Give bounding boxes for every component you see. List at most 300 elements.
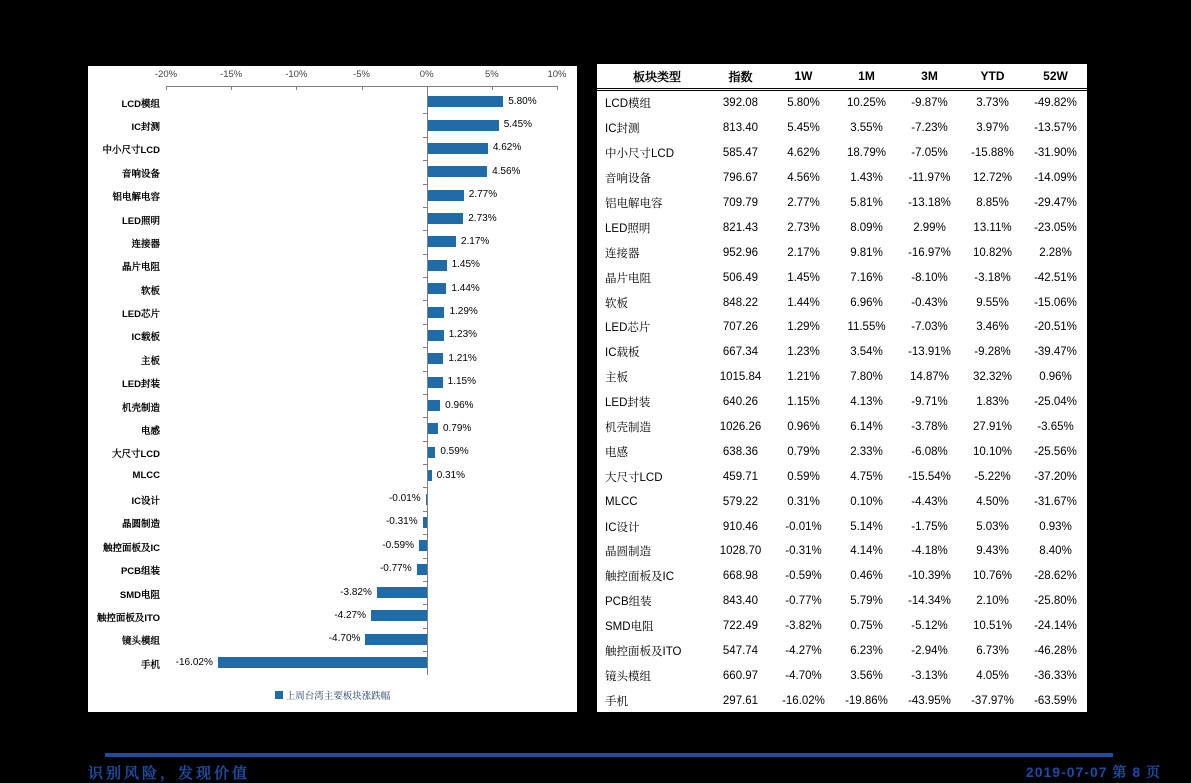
- value-cell: 506.49: [722, 271, 759, 284]
- sector-name-cell: 音响设备: [605, 173, 651, 186]
- sector-name-cell: LED芯片: [605, 322, 651, 335]
- zero-axis-tick: [423, 558, 427, 559]
- table-row: [597, 688, 1087, 714]
- sector-name-cell: 触控面板及ITO: [605, 646, 682, 659]
- value-cell: 1.29%: [787, 321, 820, 334]
- value-cell: 1.83%: [976, 396, 1009, 409]
- sector-name-cell: LED照明: [605, 222, 651, 235]
- value-cell: 4.75%: [850, 470, 883, 483]
- bar-value-label: 2.17%: [460, 235, 490, 247]
- zero-axis-tick: [423, 651, 427, 652]
- category-label: PCB组装: [120, 566, 160, 578]
- value-cell: 10.76%: [972, 570, 1012, 583]
- value-cell: -4.43%: [911, 495, 948, 508]
- value-cell: 14.87%: [909, 371, 949, 384]
- bar: [428, 447, 436, 458]
- zero-axis-tick: [423, 230, 427, 231]
- zero-axis-tick: [423, 347, 427, 348]
- bar: [428, 166, 487, 177]
- value-cell: -6.08%: [911, 445, 948, 458]
- zero-axis-tick: [423, 160, 427, 161]
- value-cell: 640.26: [722, 396, 759, 409]
- table-row: [597, 340, 1087, 365]
- zero-axis-tick: [423, 628, 427, 629]
- category-label: LED照明: [121, 215, 160, 227]
- category-label: 手机: [140, 659, 160, 671]
- bar-value-label: 2.77%: [468, 189, 498, 201]
- bar-value-label: 4.62%: [492, 142, 522, 154]
- value-cell: -63.59%: [1034, 694, 1077, 707]
- value-cell: -0.77%: [785, 595, 822, 608]
- table-row: [597, 265, 1087, 290]
- value-cell: -31.90%: [1034, 147, 1077, 160]
- bar: [423, 517, 427, 528]
- x-tick-label: -5%: [353, 69, 370, 80]
- value-cell: -28.62%: [1034, 570, 1077, 583]
- value-cell: -49.82%: [1034, 97, 1077, 110]
- value-cell: 4.13%: [850, 396, 883, 409]
- table-header: [597, 63, 1087, 90]
- value-cell: -37.97%: [971, 694, 1014, 707]
- value-cell: 707.26: [722, 321, 759, 334]
- value-cell: -29.47%: [1034, 197, 1077, 209]
- x-tick-label: -20%: [154, 69, 178, 80]
- x-tick-label: 0%: [419, 69, 434, 80]
- x-axis-tick: [492, 86, 493, 90]
- value-cell: 2.99%: [913, 221, 946, 234]
- value-cell: -13.91%: [908, 346, 951, 359]
- column-header: 板块类型: [597, 63, 709, 90]
- value-cell: 3.56%: [850, 669, 883, 682]
- sector-name-cell: SMD电阻: [605, 621, 654, 634]
- table-row: [597, 290, 1087, 315]
- bar-value-label: 1.21%: [448, 352, 477, 364]
- value-cell: 0.96%: [1039, 371, 1072, 384]
- value-cell: -2.94%: [911, 645, 948, 658]
- value-cell: 1028.70: [719, 545, 762, 558]
- value-cell: 10.82%: [972, 246, 1012, 259]
- value-cell: 0.75%: [850, 620, 883, 633]
- category-label: 机壳制造: [121, 402, 160, 414]
- bar-value-label: 1.44%: [451, 282, 480, 294]
- column-header: YTD: [961, 63, 1024, 90]
- value-cell: 843.40: [722, 595, 759, 608]
- zero-axis-tick: [423, 277, 427, 278]
- zero-axis-tick: [423, 394, 427, 395]
- value-cell: -9.28%: [974, 346, 1011, 359]
- sector-name-cell: 触控面板及IC: [605, 571, 674, 584]
- value-cell: 9.81%: [850, 246, 883, 259]
- value-cell: 0.79%: [787, 445, 820, 458]
- table-row: [597, 439, 1087, 464]
- x-axis-tick: [231, 86, 232, 90]
- bar: [218, 657, 427, 668]
- bar: [428, 470, 432, 481]
- bar-value-label: -3.82%: [340, 586, 372, 598]
- bar-value-label: 0.79%: [442, 422, 472, 434]
- value-cell: -24.14%: [1034, 620, 1077, 633]
- value-cell: 1.45%: [787, 271, 820, 284]
- bar: [417, 564, 427, 575]
- zero-axis-tick: [423, 371, 427, 372]
- category-label: 铝电解电容: [112, 192, 160, 204]
- table-row: [597, 614, 1087, 639]
- data-table: [597, 62, 1087, 715]
- bar-value-label: 4.56%: [492, 165, 521, 177]
- category-label: 镜头模组: [121, 636, 160, 648]
- footer-date-page: 2019-07-07 第 8 页: [1025, 764, 1161, 780]
- value-cell: -36.33%: [1034, 669, 1077, 682]
- value-cell: 392.08: [722, 97, 759, 110]
- value-cell: 32.32%: [972, 371, 1012, 384]
- x-axis-tick: [362, 86, 363, 90]
- value-cell: 667.34: [722, 346, 759, 359]
- value-cell: 585.47: [722, 147, 759, 160]
- value-cell: 4.56%: [787, 172, 820, 185]
- value-cell: 4.62%: [787, 147, 820, 160]
- value-cell: -3.18%: [974, 271, 1011, 284]
- value-cell: 3.73%: [976, 97, 1009, 110]
- category-label: 连接器: [131, 238, 160, 250]
- value-cell: -0.43%: [911, 296, 948, 309]
- value-cell: 6.14%: [850, 421, 883, 434]
- zero-axis-tick: [423, 184, 427, 185]
- value-cell: -4.18%: [911, 545, 948, 558]
- value-cell: 3.97%: [976, 122, 1009, 135]
- value-cell: 0.46%: [850, 570, 883, 583]
- value-cell: 579.22: [722, 495, 759, 508]
- table-row: [597, 390, 1087, 415]
- value-cell: -42.51%: [1034, 271, 1077, 284]
- value-cell: 8.09%: [850, 221, 883, 234]
- value-cell: -23.05%: [1034, 221, 1077, 234]
- value-cell: -31.67%: [1034, 495, 1077, 508]
- value-cell: 668.98: [722, 570, 759, 583]
- category-label: 晶圆制造: [121, 519, 160, 531]
- table-row: [597, 365, 1087, 390]
- value-cell: 9.43%: [976, 545, 1009, 558]
- bar-value-label: 0.96%: [445, 399, 474, 411]
- table-body: [597, 90, 1087, 715]
- bar-value-label: 1.29%: [449, 306, 478, 318]
- category-label: LED芯片: [121, 309, 160, 321]
- bar: [428, 283, 447, 294]
- value-cell: 1.23%: [787, 346, 820, 359]
- bar: [428, 307, 445, 318]
- zero-axis-tick: [423, 300, 427, 301]
- sector-change-bar-chart: [88, 66, 577, 712]
- zero-axis-tick: [423, 487, 427, 488]
- sector-name-cell: 镜头模组: [605, 670, 651, 683]
- value-cell: 6.23%: [850, 645, 883, 658]
- value-cell: -5.12%: [911, 620, 948, 633]
- zero-axis-tick: [423, 137, 427, 138]
- value-cell: 297.61: [722, 694, 759, 707]
- bar-value-label: 5.80%: [508, 95, 537, 107]
- footer-divider: [105, 753, 1113, 757]
- value-cell: 3.46%: [976, 321, 1009, 334]
- value-cell: 4.05%: [976, 669, 1009, 682]
- x-tick-label: -15%: [220, 69, 243, 80]
- value-cell: 910.46: [722, 520, 759, 533]
- value-cell: -11.97%: [908, 172, 951, 185]
- bar: [428, 213, 464, 224]
- x-axis-tick: [166, 86, 167, 90]
- bar-value-label: -0.31%: [385, 516, 418, 528]
- value-cell: 0.96%: [787, 421, 820, 434]
- value-cell: 0.93%: [1039, 520, 1072, 533]
- bar: [428, 96, 504, 107]
- value-cell: 0.59%: [787, 470, 820, 483]
- sector-name-cell: 大尺寸LCD: [605, 471, 663, 484]
- value-cell: 2.28%: [1039, 246, 1072, 259]
- table-row: [597, 639, 1087, 664]
- value-cell: 1.44%: [787, 296, 820, 309]
- value-cell: 1015.84: [719, 371, 762, 384]
- bar-value-label: 1.23%: [448, 329, 478, 341]
- value-cell: 4.14%: [850, 545, 883, 558]
- x-tick-label: -10%: [285, 69, 308, 80]
- zero-axis-tick: [423, 464, 427, 465]
- value-cell: 3.54%: [850, 346, 883, 359]
- value-cell: -0.31%: [785, 545, 822, 558]
- table-row: [597, 215, 1087, 240]
- bar-value-label: -0.77%: [379, 563, 412, 575]
- table-row: [597, 415, 1087, 440]
- x-axis-tick: [557, 86, 558, 90]
- table-row: [597, 240, 1087, 265]
- bar: [428, 236, 456, 247]
- value-cell: 1.21%: [787, 371, 820, 384]
- bar-value-label: -4.27%: [334, 609, 366, 621]
- category-label: SMD电阻: [119, 589, 160, 601]
- value-cell: 660.97: [722, 669, 759, 682]
- value-cell: 796.67: [722, 172, 759, 185]
- bar-value-label: 1.15%: [447, 376, 476, 388]
- category-label: IC设计: [131, 496, 160, 508]
- value-cell: -46.28%: [1034, 645, 1077, 658]
- sector-name-cell: 连接器: [605, 247, 640, 260]
- value-cell: -4.27%: [785, 645, 822, 658]
- value-cell: 11.55%: [847, 321, 886, 334]
- column-header: 52W: [1024, 63, 1087, 90]
- value-cell: -25.04%: [1034, 396, 1077, 409]
- bar-value-label: 0.59%: [440, 446, 469, 458]
- bar: [428, 330, 444, 341]
- table-row: [597, 663, 1087, 688]
- table-row: [597, 90, 1087, 116]
- sector-name-cell: 晶片电阻: [605, 272, 651, 285]
- value-cell: 821.43: [722, 221, 759, 234]
- bar: [428, 143, 488, 154]
- sector-name-cell: 中小尺寸LCD: [605, 148, 675, 161]
- value-cell: 8.40%: [1039, 545, 1072, 558]
- value-cell: 2.17%: [787, 246, 820, 259]
- zero-axis-tick: [423, 581, 427, 582]
- value-cell: 848.22: [722, 296, 759, 309]
- category-label: 触控面板及ITO: [96, 612, 160, 624]
- value-cell: -39.47%: [1034, 346, 1077, 359]
- value-cell: 5.14%: [850, 520, 883, 533]
- column-header: 1W: [772, 63, 835, 90]
- x-axis-tick: [296, 86, 297, 90]
- category-label: 软板: [140, 285, 160, 297]
- sector-name-cell: IC封测: [605, 123, 640, 136]
- value-cell: 459.71: [722, 470, 759, 483]
- category-label: 大尺寸LCD: [111, 449, 160, 461]
- value-cell: -1.75%: [911, 520, 948, 533]
- value-cell: 2.10%: [976, 595, 1009, 608]
- value-cell: -3.13%: [911, 669, 948, 682]
- bar: [428, 423, 438, 434]
- value-cell: -4.70%: [785, 669, 822, 682]
- zero-axis-tick: [423, 417, 427, 418]
- value-cell: 709.79: [722, 197, 759, 209]
- value-cell: -20.51%: [1034, 321, 1077, 334]
- value-cell: 5.80%: [787, 97, 820, 110]
- value-cell: -15.06%: [1034, 296, 1077, 309]
- value-cell: -7.23%: [911, 122, 948, 135]
- sector-name-cell: 手机: [605, 695, 628, 708]
- category-label: 电感: [140, 425, 160, 437]
- value-cell: -13.18%: [908, 197, 951, 209]
- sector-index-table: [597, 62, 1087, 712]
- sector-name-cell: 机壳制造: [605, 422, 651, 435]
- table-row: [597, 464, 1087, 489]
- table-row: [597, 564, 1087, 589]
- value-cell: 2.33%: [850, 445, 883, 458]
- column-header: 指数: [709, 63, 772, 90]
- table-row: [597, 514, 1087, 539]
- bar: [428, 190, 464, 201]
- column-header: 1M: [835, 63, 898, 90]
- table-row: [597, 141, 1087, 166]
- value-cell: -19.86%: [845, 694, 888, 707]
- table-row: [597, 489, 1087, 514]
- table-row: [597, 315, 1087, 340]
- bar-value-label: 2.73%: [468, 212, 497, 224]
- value-cell: 0.10%: [850, 495, 883, 508]
- legend-swatch-icon: [275, 691, 283, 699]
- table-row: [597, 116, 1087, 141]
- bar: [428, 377, 443, 388]
- sector-name-cell: 晶圆制造: [605, 546, 651, 559]
- value-cell: 5.03%: [976, 520, 1009, 533]
- bar-value-label: -0.01%: [388, 493, 421, 505]
- value-cell: 13.11%: [973, 221, 1012, 234]
- value-cell: 1.43%: [850, 172, 883, 185]
- zero-axis-tick: [423, 511, 427, 512]
- category-label: IC封测: [131, 122, 160, 134]
- bar-value-label: 5.45%: [503, 119, 533, 131]
- category-label: 触控面板及IC: [102, 542, 160, 554]
- value-cell: -8.10%: [911, 271, 948, 284]
- sector-name-cell: LCD模组: [605, 98, 652, 111]
- value-cell: 952.96: [722, 246, 759, 259]
- zero-axis-tick: [423, 604, 427, 605]
- sector-name-cell: LED封装: [605, 397, 651, 410]
- bar: [371, 610, 427, 621]
- legend-label: 上周台湾主要板块涨跌幅: [285, 692, 391, 702]
- bar: [377, 587, 427, 598]
- value-cell: 6.96%: [850, 296, 883, 309]
- value-cell: 4.50%: [976, 495, 1009, 508]
- chart-plot: [88, 66, 577, 712]
- value-cell: 7.80%: [850, 371, 883, 384]
- value-cell: -10.39%: [908, 570, 951, 583]
- bar: [365, 634, 426, 645]
- value-cell: -37.20%: [1034, 470, 1077, 483]
- value-cell: 3.55%: [850, 122, 883, 135]
- x-tick-label: 10%: [547, 69, 567, 80]
- value-cell: -25.56%: [1034, 445, 1077, 458]
- category-label: LCD模组: [121, 98, 160, 110]
- value-cell: 547.74: [722, 645, 759, 658]
- table-row: [597, 589, 1087, 614]
- value-cell: 2.73%: [787, 221, 820, 234]
- bar: [428, 400, 441, 411]
- sector-name-cell: 软板: [605, 297, 628, 310]
- value-cell: -14.09%: [1034, 172, 1077, 185]
- table-row: [597, 191, 1087, 216]
- zero-axis-tick: [423, 441, 427, 442]
- bar: [426, 494, 427, 505]
- category-label: 晶片电阻: [121, 262, 160, 274]
- bar: [428, 120, 499, 131]
- value-cell: -13.57%: [1034, 122, 1077, 135]
- bar: [419, 540, 427, 551]
- value-cell: 9.55%: [976, 296, 1009, 309]
- sector-name-cell: IC载板: [605, 347, 640, 360]
- bar-value-label: 0.31%: [436, 469, 466, 481]
- value-cell: 10.10%: [972, 445, 1012, 458]
- footer-slogan: 识别风险，发现价值: [88, 765, 251, 782]
- sector-name-cell: IC设计: [605, 521, 640, 534]
- value-cell: 0.31%: [787, 495, 820, 508]
- bar: [428, 353, 444, 364]
- category-label: IC载板: [131, 332, 160, 344]
- bar: [428, 260, 447, 271]
- value-cell: 722.49: [722, 620, 759, 633]
- sector-name-cell: PCB组装: [605, 596, 652, 609]
- value-cell: 10.25%: [846, 97, 886, 110]
- value-cell: -9.71%: [911, 396, 948, 409]
- value-cell: 1026.26: [719, 421, 762, 434]
- value-cell: -0.59%: [785, 570, 822, 583]
- sector-name-cell: MLCC: [605, 495, 638, 508]
- value-cell: -3.65%: [1037, 421, 1074, 434]
- value-cell: 5.81%: [850, 197, 883, 209]
- bar-value-label: 1.45%: [451, 259, 480, 271]
- value-cell: -14.34%: [908, 595, 951, 608]
- category-label: 音响设备: [121, 168, 160, 180]
- zero-axis-tick: [423, 113, 427, 114]
- value-cell: 18.79%: [846, 147, 886, 160]
- bar-value-label: -16.02%: [175, 656, 213, 668]
- value-cell: 5.45%: [787, 122, 820, 135]
- value-cell: 5.79%: [850, 595, 883, 608]
- value-cell: -3.82%: [785, 620, 822, 633]
- chart-legend: [88, 688, 577, 702]
- value-cell: -25.80%: [1034, 595, 1077, 608]
- bar-value-label: -4.70%: [328, 633, 361, 645]
- category-label: 中小尺寸LCD: [102, 145, 160, 157]
- value-cell: -16.02%: [782, 694, 825, 707]
- value-cell: -5.22%: [974, 470, 1011, 483]
- zero-axis-tick: [423, 254, 427, 255]
- value-cell: -16.97%: [908, 246, 951, 259]
- sector-name-cell: 铝电解电容: [605, 198, 663, 210]
